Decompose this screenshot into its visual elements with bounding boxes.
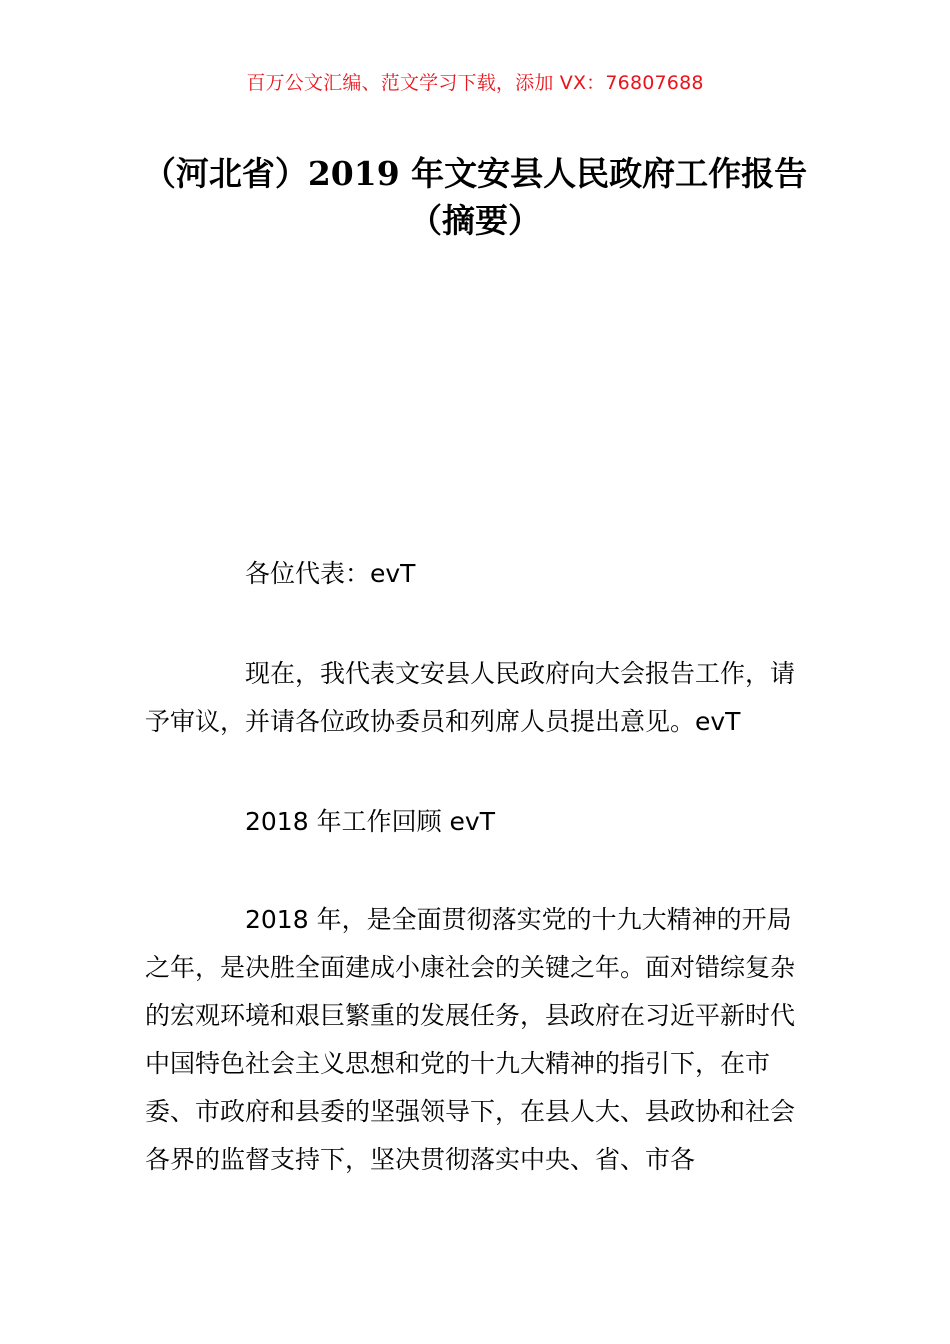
salutation-paragraph: 各位代表：evT bbox=[245, 559, 416, 588]
header-watermark-note: 百万公文汇编、范文学习下载，添加 VX：76807688 bbox=[246, 72, 704, 94]
section-heading-2018-review: 2018 年工作回顾 evT bbox=[245, 807, 495, 836]
document-title: （河北省）2019 年文安县人民政府工作报告（摘要） bbox=[142, 154, 808, 240]
intro-paragraph: 现在，我代表文安县人民政府向大会报告工作，请予审议，并请各位政协委员和列席人员提出意见。evT bbox=[145, 659, 796, 736]
review-paragraph: 2018 年，是全面贯彻落实党的十九大精神的开局之年，是决胜全面建成小康社会的关键之年。面对错综复杂的宏观环境和艰巨繁重的发展任务，县政府在习近平新时代中国特色社会主义思想和党的十九大精神的指引下，在市委、市政府和县委的坚强领导下，在县人大、县政协和社会各界的监督支持下，坚决贯彻落实中央、省、市各 bbox=[145, 905, 796, 1174]
